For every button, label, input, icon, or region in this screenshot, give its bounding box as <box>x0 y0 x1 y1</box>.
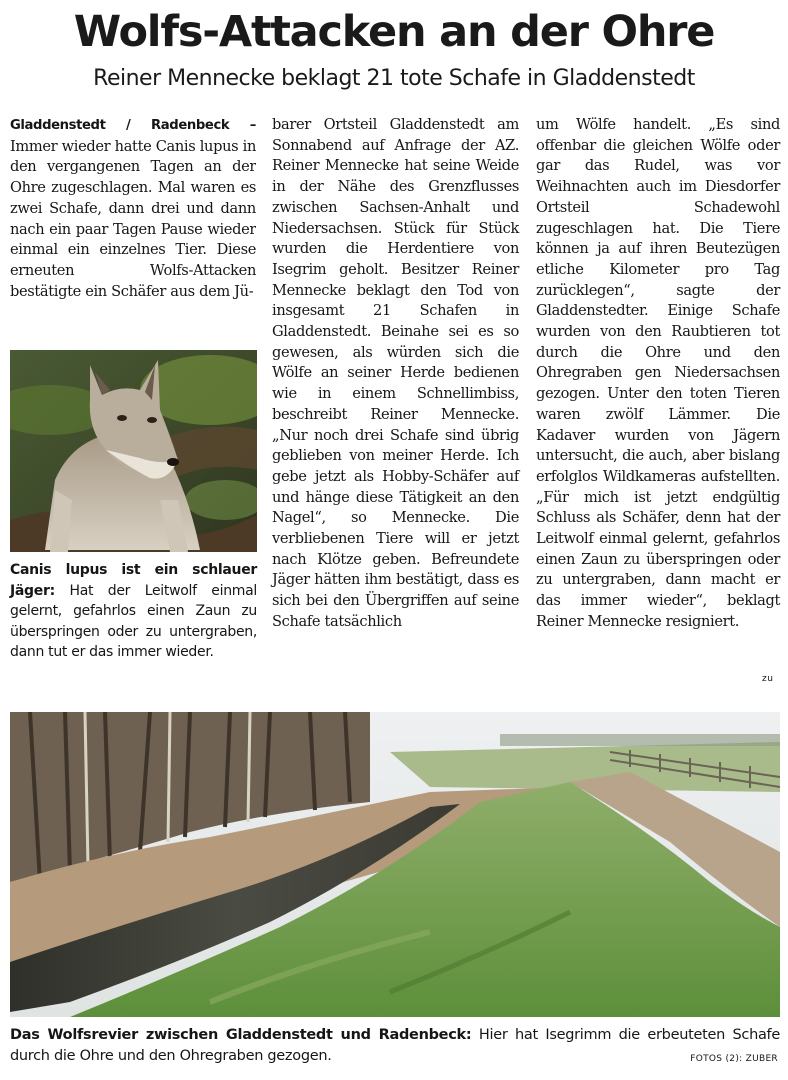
article-column-1 <box>10 115 256 343</box>
article-column-3 <box>536 115 780 633</box>
wolf-caption-lead: Canis lupus ist ein schlauer Jäger: <box>10 562 257 599</box>
wolf-photo <box>10 350 257 552</box>
column-3-text: um Wölfe handelt. „Es sind offenbar die gleichen Wölfe oder gar das Rudel, was vor Weihnachten auch im Diesdorfer Ortsteil Schadewohl zugeschlagen hat. Die Tiere können ja auf ihren Beutezügen etliche Kilometer pro Tag zurücklegen“, sagte der Gladdenstedter. Einige Schafe wurden von den Raubtieren tot durch die Ohre und den Ohregraben gen Niedersachsen gezogen. Unter den toten Tieren waren zwölf Lämmer. Die Kadaver wurden von Jägern untersucht, die auch, aber bislang erfolglos Wildkameras aufstellten. „Für mich ist jetzt endgültig Schluss als Schäfer, denn hat der Leitwolf einmal gelernt, gefahrlos einen Zaun zu überspringen oder zu untergraben, dann macht er das immer wieder“, beklagt Reiner Mennecke resigniert. <box>536 116 780 630</box>
dateline: Gladdenstedt / Radenbeck – <box>10 118 256 133</box>
headline: Wolfs-Attacken an der Ohre <box>73 7 715 57</box>
photo-credit: FOTOS (2): ZUBER <box>690 1054 778 1064</box>
subheadline: Reiner Mennecke beklagt 21 tote Schafe in Gladdenstedt <box>93 66 695 91</box>
column-1-text <box>10 115 256 343</box>
column-2-text: barer Ortsteil Gladdenstedt am Sonnabend auf Anfrage der AZ. Reiner Mennecke hat seine Weide in der Nähe des Grenzflusses zwischen Sachsen-Anhalt und Niedersachsen. Stück für Stück wurden die Herdentiere von Isegrim geholt. Besitzer Reiner Mennecke beklagt den Tod von insgesamt 21 Schafen in Gladdenstedt. Beinahe sei es so gewesen, als würden sich die Wölfe an seiner Herde bedienen wie in einem Schnellimbiss, beschreibt Reiner Mennecke. „Nur noch drei Schafe sind übrig geblieben von meiner Herde. Ich gebe jetzt als Hobby-Schäfer auf und hänge diese Tätigkeit an den Nagel“, so Mennecke. Die verbliebenen Tiere will er jetzt nach Klötze geben. Befreundete Jäger hätten ihm bestätigt, dass es sich bei den Übergriffen auf seine Schafe tatsächlich <box>272 116 519 630</box>
landscape-caption-lead: Das Wolfsrevier zwischen Gladdenstedt und Radenbeck: <box>10 1027 472 1043</box>
landscape-photo-caption <box>10 1025 780 1067</box>
article-column-2 <box>272 115 519 633</box>
wolf-photo-caption <box>10 560 257 663</box>
author-tag: zu <box>762 674 774 684</box>
landscape-caption-text: Hier hat Isegrimm die erbeuteten Schafe durch die Ohre und den Ohregraben gezogen. <box>10 1027 780 1064</box>
wolf-caption-text: Hat der Leitwolf einmal gelernt, gefahrlos einen Zaun zu überspringen oder zu untergraben, dann tut er das immer wieder. <box>10 582 257 660</box>
landscape-photo <box>10 712 780 1017</box>
column-1-body: Immer wieder hatte Canis lupus in den vergangenen Tagen an der Ohre zugeschlagen. Mal waren es zwei Schafe, dann drei und dann nach ein paar Tagen Pause wieder einmal ein einzelnes Tier. Diese erneuten Wolfs-Attacken bestätigte ein Schäfer aus dem Jü- <box>10 137 256 300</box>
